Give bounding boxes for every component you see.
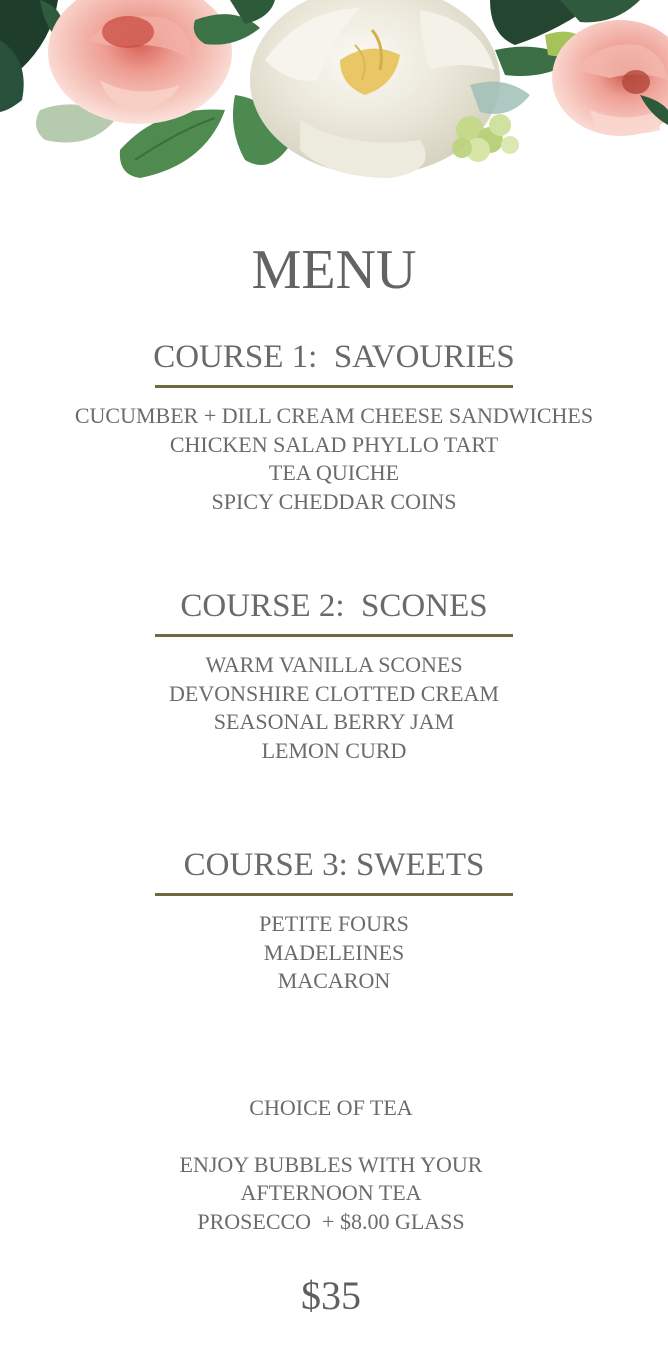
- menu-item: SPICY CHEDDAR COINS: [211, 488, 457, 514]
- course-2-divider: [155, 634, 513, 637]
- spacer: [0, 1123, 662, 1151]
- menu-item: MADELEINES: [263, 939, 405, 965]
- menu-item: CHICKEN SALAD PHYLLO TART: [169, 431, 499, 457]
- course-3-heading: COURSE 3: SWEETS: [183, 847, 485, 883]
- floral-header-icon: [0, 0, 668, 190]
- prosecco-price: PROSECCO + $8.00 GLASS: [197, 1208, 465, 1234]
- menu-title: MENU: [251, 239, 417, 301]
- extras-section: [0, 1094, 662, 1236]
- menu-item: TEA QUICHE: [268, 460, 400, 485]
- menu-price: $35: [301, 1273, 361, 1318]
- menu-item: CUCUMBER + DILL CREAM CHEESE SANDWICHES: [74, 403, 594, 428]
- bubbles-line-1: ENJOY BUBBLES WITH YOUR: [179, 1151, 483, 1177]
- menu-item: MACARON: [277, 968, 391, 993]
- course-2-items: [0, 651, 668, 765]
- course-1-section: [0, 337, 668, 516]
- course-3-divider: [155, 893, 513, 896]
- course-3-items: [0, 910, 668, 996]
- menu-item: SEASONAL BERRY JAM: [213, 709, 455, 734]
- tea-choice: CHOICE OF TEA: [249, 1095, 413, 1120]
- bubbles-line-2: AFTERNOON TEA: [240, 1180, 422, 1205]
- menu-item: DEVONSHIRE CLOTTED CREAM: [169, 680, 499, 706]
- menu-item: PETITE FOURS: [259, 911, 409, 936]
- course-1-divider: [155, 385, 513, 388]
- course-2-heading: COURSE 2: SCONES: [180, 588, 488, 624]
- course-1-heading: COURSE 1: SAVOURIES: [153, 339, 515, 375]
- menu-item: WARM VANILLA SCONES: [205, 652, 463, 677]
- course-3-section: [0, 845, 668, 996]
- course-2-section: [0, 586, 668, 765]
- menu-item: LEMON CURD: [261, 737, 407, 763]
- course-1-items: [0, 402, 668, 516]
